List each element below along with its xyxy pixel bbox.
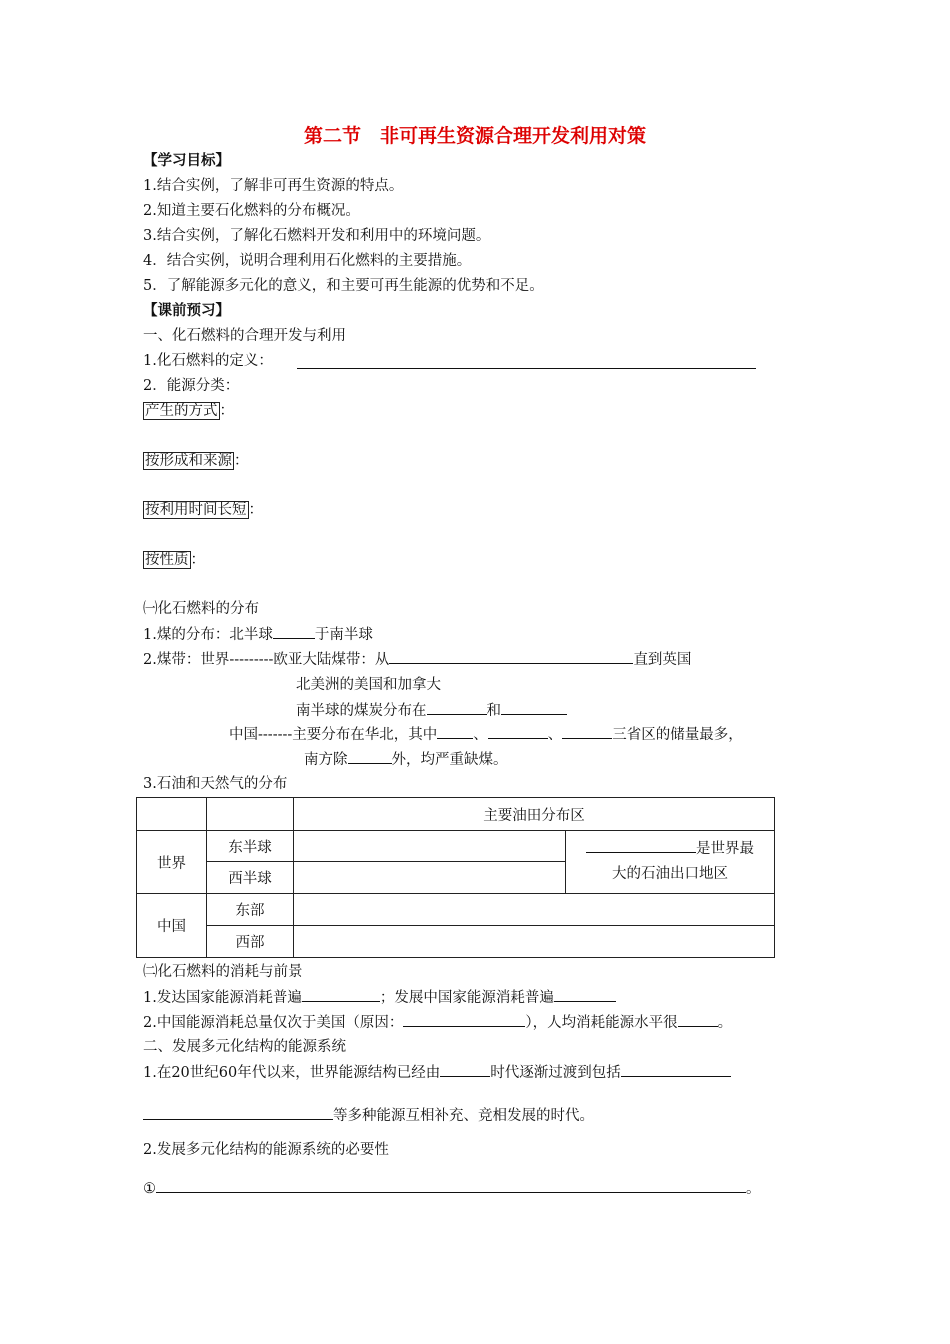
answer-blank[interactable] [302, 987, 380, 1002]
southern-hemisphere-line: 南半球的煤炭分布在 和 [296, 700, 567, 721]
table-header: 主要油田分布区 [294, 798, 775, 831]
row-west-hemisphere: 西半球 [207, 862, 294, 894]
page-title: 第二节 非可再生资源合理开发利用对策 [303, 125, 646, 147]
category-nature: 按性质 ： [145, 552, 205, 568]
category-origin: 按形成和来源 ： [145, 453, 249, 469]
row-china-east: 东部 [207, 894, 294, 926]
answer-blank[interactable] [586, 838, 696, 853]
answer-blank[interactable] [621, 1062, 731, 1077]
row-china: 中国 [137, 894, 207, 958]
distribution-heading: ㈠化石燃料的分布 [143, 601, 259, 617]
section2-line-4: ① 。 [143, 1178, 761, 1199]
answer-blank[interactable] [297, 368, 756, 369]
answer-blank[interactable] [143, 1105, 333, 1120]
answer-blank[interactable] [403, 1012, 525, 1027]
objective-item: 2.知道主要石化燃料的分布概况。 [143, 203, 360, 219]
answer-cell[interactable] [294, 926, 775, 958]
answer-blank[interactable] [501, 700, 567, 715]
answer-blank[interactable] [437, 724, 473, 739]
category-time: 按利用时间长短 ： [145, 502, 263, 518]
answer-cell[interactable] [294, 894, 775, 926]
question-definition: 1.化石燃料的定义： [143, 353, 273, 369]
objective-item: 5．了解能源多元化的意义，和主要可再生能源的优势和不足。 [143, 278, 544, 294]
north-america-line: 北美洲的美国和加拿大 [296, 677, 441, 693]
objective-item: 1.结合实例，了解非可再生资源的特点。 [143, 178, 404, 194]
south-china-line: 南方除 外，均严重缺煤。 [304, 749, 508, 770]
row-east-hemisphere: 东半球 [207, 831, 294, 862]
answer-blank[interactable] [427, 700, 487, 715]
answer-blank[interactable] [488, 724, 548, 739]
category-production: 产生的方式 ： [145, 403, 234, 419]
answer-blank[interactable] [678, 1012, 718, 1027]
section1-heading: 一、化石燃料的合理开发与利用 [143, 328, 346, 344]
china-coal-line: 中国-------主要分布在华北，其中 、 、 三省区的储量最多， [229, 724, 743, 745]
table-corner [137, 798, 207, 831]
answer-blank[interactable] [562, 724, 612, 739]
objectives-heading: 【学习目标】 [143, 152, 230, 169]
row-world: 世界 [137, 831, 207, 894]
answer-cell[interactable] [294, 862, 566, 894]
objective-item: 4．结合实例，说明合理利用石化燃料的主要措施。 [143, 253, 472, 269]
middle-east-note: 是世界最 大的石油出口地区 [566, 831, 775, 894]
answer-blank[interactable] [156, 1178, 746, 1193]
row-china-west: 西部 [207, 926, 294, 958]
answer-blank[interactable] [440, 1062, 490, 1077]
consumption-line-1: 1.发达国家能源消耗普遍 ；发展中国家能源消耗普遍 [143, 987, 616, 1008]
section2-line-2: 等多种能源互相补充、竞相发展的时代。 [143, 1105, 594, 1126]
answer-cell[interactable] [294, 831, 566, 862]
section2-heading: 二、发展多元化结构的能源系统 [143, 1039, 346, 1055]
answer-blank[interactable] [348, 749, 392, 764]
coal-belt-line: 2.煤带：世界---------欧亚大陆煤带：从 直到英国 [143, 649, 691, 670]
objective-item: 3.结合实例，了解化石燃料开发和利用中的环境问题。 [143, 228, 491, 244]
answer-blank[interactable] [554, 987, 616, 1002]
oil-distribution-table [136, 797, 775, 958]
section2-line-3: 2.发展多元化结构的能源系统的必要性 [143, 1142, 389, 1158]
oil-gas-heading: 3.石油和天然气的分布 [143, 776, 288, 792]
coal-distribution-line: 1.煤的分布：北半球 于南半球 [143, 624, 373, 645]
answer-blank[interactable] [389, 649, 633, 664]
section2-line-1: 1.在20世纪60年代以来，世界能源结构已经由 时代逐渐过渡到包括 [143, 1062, 731, 1083]
consumption-line-2: 2.中国能源消耗总量仅次于美国（原因： ），人均消耗能源水平很 。 [143, 1012, 732, 1033]
preview-heading: 【课前预习】 [143, 302, 230, 319]
consumption-heading: ㈡化石燃料的消耗与前景 [143, 964, 303, 980]
answer-blank[interactable] [273, 624, 315, 639]
table-corner [207, 798, 294, 831]
question-classification: 2．能源分类： [143, 378, 240, 394]
